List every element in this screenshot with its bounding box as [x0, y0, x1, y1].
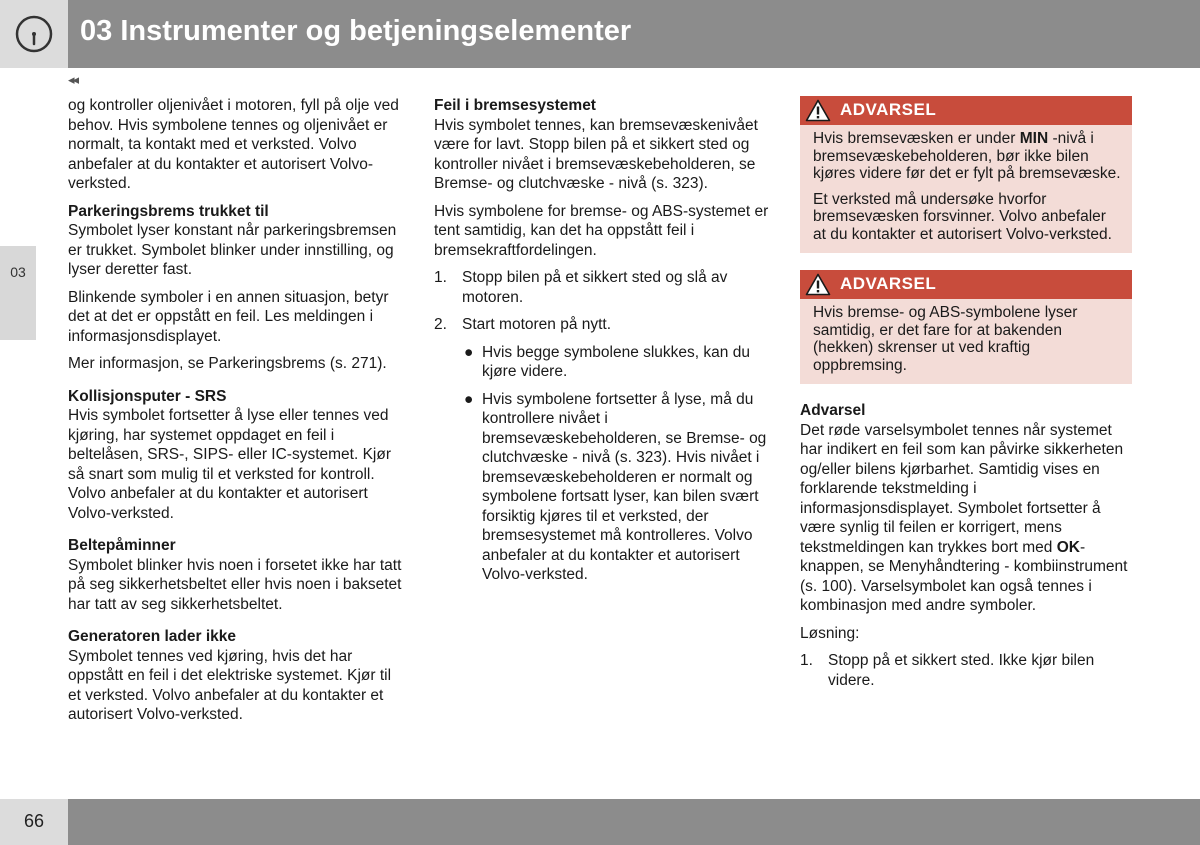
paragraph: Mer informasjon, se Parkeringsbrems (s. 271). — [68, 355, 387, 372]
header-icon-box — [0, 0, 68, 68]
bullet-text: Hvis symbolene fortsetter å lyse, må du kontrollere nivået i bremsevæskebeholderen, se Bremse- og clutchvæske - nivå (s. 323). Hvis nivået i bremsevæskebeholderen er normalt og symbolene fortsatt lyser, kan bilen svært forsiktig kjøres til et verksted, der bremsesystemet må kontrolleres. Volvo anbefaler at du kontakter et autorisert Volvo-verksted. — [482, 390, 767, 583]
paragraph: Hvis symbolene for bremse- og ABS-systemet er tent samtidig, kan det ha oppstått feil i bremsekraftfordelingen. — [434, 202, 769, 259]
section-heading: Beltepåminner — [68, 537, 176, 554]
steps-list — [800, 651, 1132, 690]
list-item — [800, 651, 1132, 690]
section-advarsel — [800, 401, 1132, 690]
list-item — [434, 315, 769, 585]
paragraph: Hvis symbolet tennes, kan bremsevæskenivået være for lavt. Stopp bilen på et sikkert sted og kontroller nivået i bremsevæskebeholderen, se Bremse- og clutchvæske - nivå (s. 323). — [434, 116, 758, 192]
page-number-box — [0, 799, 68, 845]
bullet-text: Hvis begge symbolene slukkes, kan du kjøre videre. — [482, 343, 750, 380]
warning-triangle-icon — [805, 99, 831, 122]
paragraph: Et verksted må undersøke hvorfor bremsevæsken forsvinner. Volvo anbefaler at du kontakter et autorisert Volvo-verksted. — [813, 190, 1112, 243]
warning-header — [800, 96, 1132, 125]
paragraph: Symbolet blinker hvis noen i forsetet ikke har tatt på seg sikkerhetsbeltet eller hvis noen i baksetet har tatt av seg sikkerhetsbeltet. — [68, 556, 402, 613]
bold-text: MIN — [1019, 130, 1049, 147]
back-arrows-icon: ◂◂ — [68, 72, 78, 87]
page-number: 66 — [23, 811, 45, 831]
list-item — [462, 343, 769, 382]
warning-triangle-icon — [805, 273, 831, 296]
section-heading: Kollisjonsputer - SRS — [68, 387, 227, 405]
step-number: 1. — [434, 269, 447, 286]
steps-list — [434, 268, 769, 585]
column-3 — [800, 96, 1132, 703]
section-heading: Parkeringsbrems trukket til — [68, 202, 269, 220]
section-heading: Feil i bremsesystemet — [434, 97, 596, 114]
bullet-icon: ● — [464, 390, 474, 408]
bold-text: OK — [1056, 538, 1080, 556]
list-item — [434, 268, 769, 307]
bullet-list — [462, 343, 769, 585]
step-text: Start motoren på nytt. — [462, 316, 612, 333]
section-parking-brake — [68, 202, 404, 374]
chapter-title: 03 Instrumenter og betjeningselementer — [80, 15, 632, 47]
intro-paragraph: og kontroller oljenivået i motoren, fyll på olje ved behov. Hvis symbolene tennes og oljenivået er normalt, ta kontakt med et verksted. Volvo anbefaler at du kontakter et autorisert Volvo-verksted. — [68, 97, 399, 192]
paragraph: Hvis symbolet fortsetter å lyse eller tennes ved kjøring, har systemet oppdaget en feil i beltelåsen, SRS-, SIPS- eller IC-systemet. Kjør så snart som mulig til et verksted for kontroll. Volvo anbefaler at du kontakter et autorisert Volvo-verksted. — [68, 407, 392, 522]
warning-label: ADVARSEL — [840, 100, 937, 119]
column-1 — [68, 96, 404, 738]
warning-header — [800, 270, 1132, 299]
text: Det røde varselsymbolet tennes når systemet har indikert en feil som kan påvirke sikkerheten og/eller bilens kjørbarhet. Samtidig vises en forklarende tekstmelding i informasjonsdisplayet. Symbolet fortsetter å være synlig til feilen er korrigert, mens tekstmeldingen kan trykkes bort med — [800, 421, 1124, 556]
text: Hvis bremsevæsken er under — [813, 130, 1020, 147]
paragraph: Blinkende symboler i en annen situasjon, betyr det at det er oppstått en feil. Les meldingen i informasjonsdisplayet. — [68, 288, 389, 345]
section-belt-reminder — [68, 536, 404, 614]
warning-label: ADVARSEL — [840, 274, 937, 293]
chapter-number: 03 — [10, 264, 26, 280]
warning-body — [800, 125, 1132, 253]
step-text: Stopp på et sikkert sted. Ikke kjør bilen videre. — [828, 652, 1095, 689]
bullet-icon: ● — [464, 343, 474, 361]
paragraph: Symbolet lyser konstant når parkeringsbremsen er trukket. Symbolet blinker under innstilling, og lyser deretter fast. — [68, 222, 397, 278]
chapter-side-tab — [0, 246, 36, 340]
text: -nivå i bremsevæskebeholderen, bør ikke bilen kjøres videre før det er fylt på bremsevæske. — [813, 130, 1121, 182]
section-heading: Advarsel — [800, 402, 866, 419]
warning-box — [800, 270, 1132, 384]
paragraph — [813, 130, 1122, 183]
gauge-icon — [14, 14, 54, 54]
column-2 — [434, 96, 769, 593]
text: -knappen, se Menyhåndtering - kombiinstrument (s. 100). Varselsymbolet kan også tennes i kombinasjon med andre symboler. — [800, 538, 1128, 614]
page-header — [0, 0, 1200, 68]
step-text: Stopp bilen på et sikkert sted og slå av motoren. — [462, 269, 728, 306]
step-number: 2. — [434, 316, 447, 333]
paragraph: Hvis bremse- og ABS-symbolene lyser samtidig, er det fare for at bakenden (hekken) skrenser ut ved kraftig oppbremsing. — [813, 304, 1078, 374]
section-generator — [68, 627, 404, 725]
paragraph: Symbolet tennes ved kjøring, hvis det har oppstått en feil i det elektriske systemet. Kjør til et verksted. Volvo anbefaler at du kontakter et autorisert Volvo-verksted. — [68, 647, 392, 723]
paragraph: Løsning: — [800, 624, 860, 642]
section-srs — [68, 387, 404, 524]
page-footer — [0, 799, 1200, 845]
warning-body — [800, 299, 1132, 384]
list-item — [462, 390, 769, 585]
section-heading: Generatoren lader ikke — [68, 628, 236, 645]
step-number: 1. — [800, 652, 813, 669]
paragraph — [800, 421, 1132, 616]
warning-box — [800, 96, 1132, 253]
